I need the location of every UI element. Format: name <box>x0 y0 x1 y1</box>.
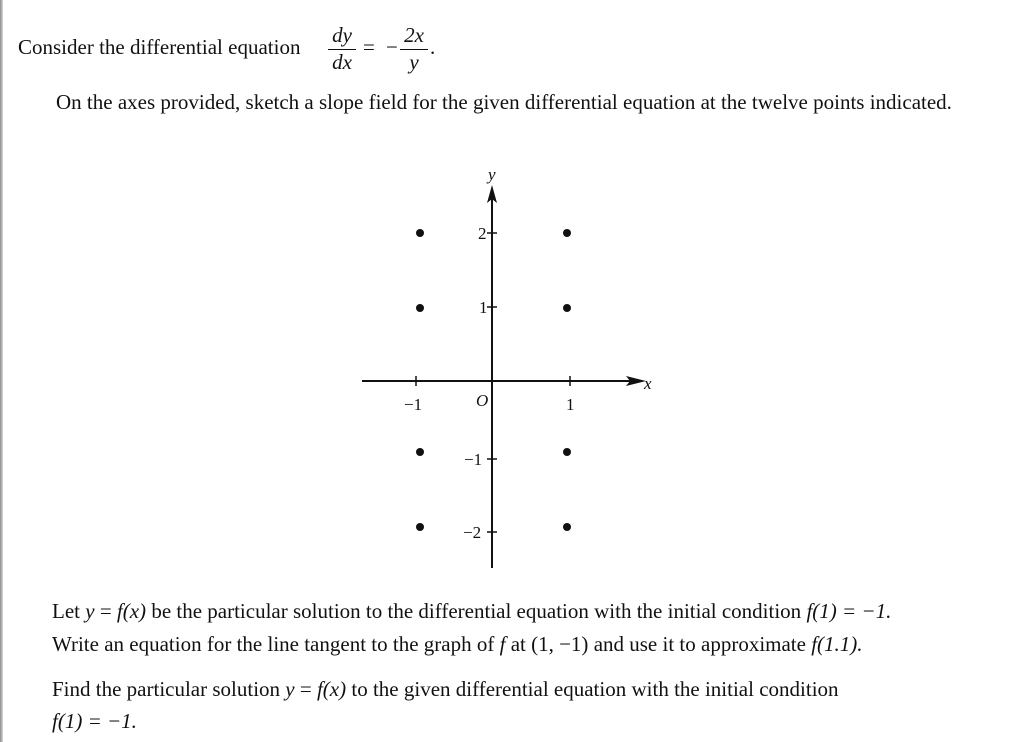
approximation-target: f(1.1). <box>811 632 863 656</box>
y-variable: y <box>85 599 95 623</box>
f-of-x: f(x) <box>116 599 147 623</box>
y-axis <box>463 165 497 568</box>
slope-point <box>416 523 424 531</box>
equals-sign: = <box>299 677 312 701</box>
at-word: at <box>510 632 526 656</box>
f-symbol: f <box>499 632 506 656</box>
rhs-denominator: y <box>409 50 419 75</box>
instruction-text: On the axes provided, sketch a slope field for the given differential equation at the twelve points indicated. <box>56 90 952 114</box>
y-tick-label-2: 2 <box>478 224 487 243</box>
x-axis <box>362 374 652 414</box>
slope-point <box>416 229 424 237</box>
equals-sign: = <box>363 35 375 59</box>
y-axis-label: y <box>488 165 496 184</box>
rhs-numerator: 2x <box>404 23 424 47</box>
part-c-initial-condition: f(1) = −1. <box>52 709 137 733</box>
part-b-line-1 <box>52 601 891 622</box>
equals-sign: = <box>99 599 112 623</box>
x-tick-label-1: 1 <box>566 395 575 414</box>
slope-point <box>563 229 571 237</box>
slope-point <box>563 523 571 531</box>
x-tick-label-neg1: −1 <box>404 395 423 414</box>
part-b-line-2 <box>52 634 863 655</box>
y-tick-label-neg1: −1 <box>464 450 483 469</box>
y-variable: y <box>285 677 295 701</box>
slope-point <box>563 304 571 312</box>
origin-label: O <box>476 391 489 410</box>
minus-sign: − <box>386 35 398 59</box>
dx-denominator: dx <box>332 50 352 75</box>
slope-point <box>416 448 424 456</box>
let-word: Let <box>52 599 80 623</box>
approximate-instruction: and use it to approximate <box>593 632 806 656</box>
part-c-description: to the given differential equation with the initial condition <box>351 677 839 701</box>
find-instruction: Find the particular solution <box>52 677 281 701</box>
dy-numerator: dy <box>332 23 352 47</box>
slope-point <box>563 448 571 456</box>
part-c-line-1 <box>52 679 839 700</box>
question-intro: Consider the differential equation <box>18 35 301 59</box>
f-of-x: f(x) <box>316 677 347 701</box>
slope-point <box>416 304 424 312</box>
initial-condition: f(1) = −1. <box>806 599 892 623</box>
x-axis-label: x <box>644 374 652 393</box>
y-tick-label-neg2: −2 <box>463 523 482 542</box>
y-tick-label-1: 1 <box>479 298 488 317</box>
question-period: . <box>430 35 436 59</box>
tangent-instruction: Write an equation for the line tangent to the graph of <box>52 632 495 656</box>
tangent-point: (1, −1) <box>531 632 589 656</box>
part-b-description: be the particular solution to the differential equation with the initial condition <box>151 599 802 623</box>
